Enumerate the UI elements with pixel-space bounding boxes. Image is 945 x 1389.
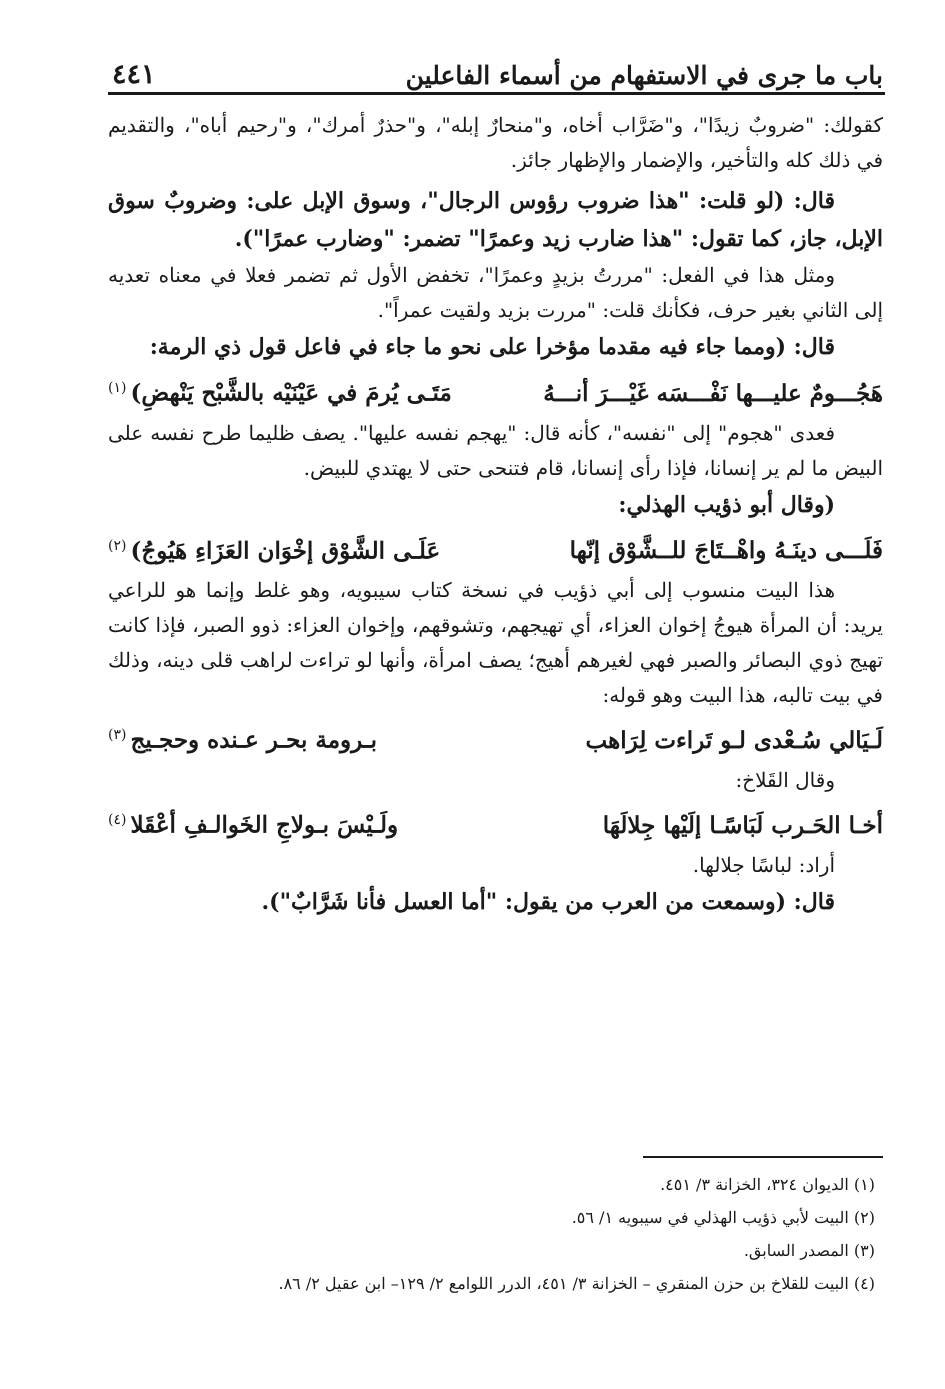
footnote-marker: (٤) bbox=[108, 811, 127, 828]
paragraph: ومثل هذا في الفعل: "مررتُ بزيدٍ وعمرًا"، تخفض الأول ثم تضمر فعلا في معناه تعديه إلى الثاني بغير حرف، فكأنك قلت: "مررت بزيد ولقيت عمراً". bbox=[108, 263, 883, 322]
paragraph: وقال القَلاخ: bbox=[735, 767, 835, 792]
verse-second-hemistich bbox=[108, 366, 452, 416]
main-text bbox=[108, 108, 883, 921]
verse-line bbox=[108, 366, 883, 416]
verse-line bbox=[108, 713, 883, 763]
paragraph: أراد: لباسًا جلالها. bbox=[692, 852, 835, 877]
quoted-statement: قال: (وسمعت من العرب من يقول: "أما العسل فأنا شَرَّابٌ"). bbox=[261, 888, 835, 915]
verse-first-hemistich: فَلَـــى دينَـهُ واهْــتَاجَ للــشَّوْق إنّها bbox=[569, 537, 883, 565]
footnote-separator bbox=[643, 1156, 883, 1158]
page-header bbox=[112, 40, 883, 90]
verse-first-hemistich: هَجُـــومٌ عليـــها نَفْـــسَه غَيْـــرَ أنـــهُ bbox=[543, 379, 883, 407]
page-number: ٤٤١ bbox=[112, 59, 156, 90]
verse-first-hemistich: أخـا الحَـرب لَبَاسًـا إلَيْها جِلالَهَا bbox=[602, 811, 883, 839]
verse-second-hemistich bbox=[108, 713, 377, 763]
running-title: باب ما جرى في الاستفهام من أسماء الفاعلين bbox=[405, 61, 883, 90]
paragraph: كقولك: "ضروبٌ زيدًا"، و"ضَرَّاب أخاه، و"منحارٌ إبله"، و"حذرٌ أمرك"، و"رحيم أباه"، والتقديم في ذلك كله والتأخير، والإضمار والإظهار جائز. bbox=[108, 113, 883, 172]
verse-second-hemistich bbox=[108, 798, 398, 848]
quoted-statement: قال: (لو قلت: "هذا ضروب رؤوس الرجال"، وسوق الإبل على: وضروبٌ سوق الإبل، جاز، كما تقول: "هذا ضارب زيد وعمرًا" تضمر: "وضارب عمرًا"). bbox=[108, 188, 883, 252]
verse-second-hemistich-text: عَلَـى الشَّوْق إخْوَان العَزَاءِ هَيُوجُ) bbox=[130, 537, 441, 565]
footnotes bbox=[108, 1168, 883, 1300]
verse-second-hemistich bbox=[108, 524, 440, 574]
footnote: (٤) البيت للقلاخ بن حزن المنقري – الخزانة ٣/ ٤٥١، الدرر اللوامع ٢/ ١٢٩– ابن عقيل ٢/ ٨٦. bbox=[278, 1274, 875, 1293]
verse-second-hemistich-text: مَتَـى يُرمَ في عَيْنَيْه بالشَّبْح يَنْهضِ) bbox=[130, 379, 452, 407]
footnote: (٣) المصدر السابق. bbox=[743, 1241, 875, 1260]
verse-second-hemistich-text: ولَـيْسَ بـولاجِ الخَوالـفِ أعْقَلا bbox=[130, 811, 399, 839]
quoted-statement: قال: (ومما جاء فيه مقدما مؤخرا على نحو ما جاء في فاعل قول ذي الرمة: bbox=[149, 334, 835, 360]
paragraph: هذا البيت منسوب إلى أبي ذؤيب في نسخة كتاب سيبويه، وهو غلط وإنما هو للراعي يريد: أن المرأة هيوجُ إخوان العزاء، أي تهيجهم، وتشوقهم، وإخوان العزاء: ذوو الصبر، فإذا كانت تهيج ذوي البصائر والصبر فهي لغيرهم أهيج؛ يصف امرأة، وأنها لو تراءت لراهب قلى دينه، وذلك في بيت تالبه، هذا البيت وهو قوله: bbox=[108, 578, 883, 708]
footnote-marker: (٢) bbox=[108, 537, 127, 554]
header-rule bbox=[108, 92, 885, 95]
quoted-statement: (وقال أبو ذؤيب الهذلي: bbox=[618, 491, 835, 518]
footnote: (٢) البيت لأبي ذؤيب الهذلي في سيبويه ١/ ٥٦. bbox=[571, 1208, 875, 1227]
verse-first-hemistich: لَـيَالي سُـعْدى لـو تَراءت لِرَاهب bbox=[585, 726, 883, 754]
footnote: (١) الديوان ٣٢٤، الخزانة ٣/ ٤٥١. bbox=[660, 1175, 875, 1194]
verse-line bbox=[108, 524, 883, 574]
footnote-marker: (١) bbox=[108, 380, 127, 396]
paragraph: فعدى "هجوم" إلى "نفسه"، كأنه قال: "يهجم نفسه عليها". يصف ظليما طرح نفسه على البيض ما لم ير إنسانا، فإذا رأى إنسانا، قام فتنحى حتى لا يهتدي للبيض. bbox=[108, 420, 883, 480]
verse-second-hemistich-text: بـرومة بحـر عـنده وحجـيج bbox=[130, 726, 377, 754]
footnote-marker: (٣) bbox=[108, 727, 127, 744]
verse-line bbox=[108, 798, 883, 848]
